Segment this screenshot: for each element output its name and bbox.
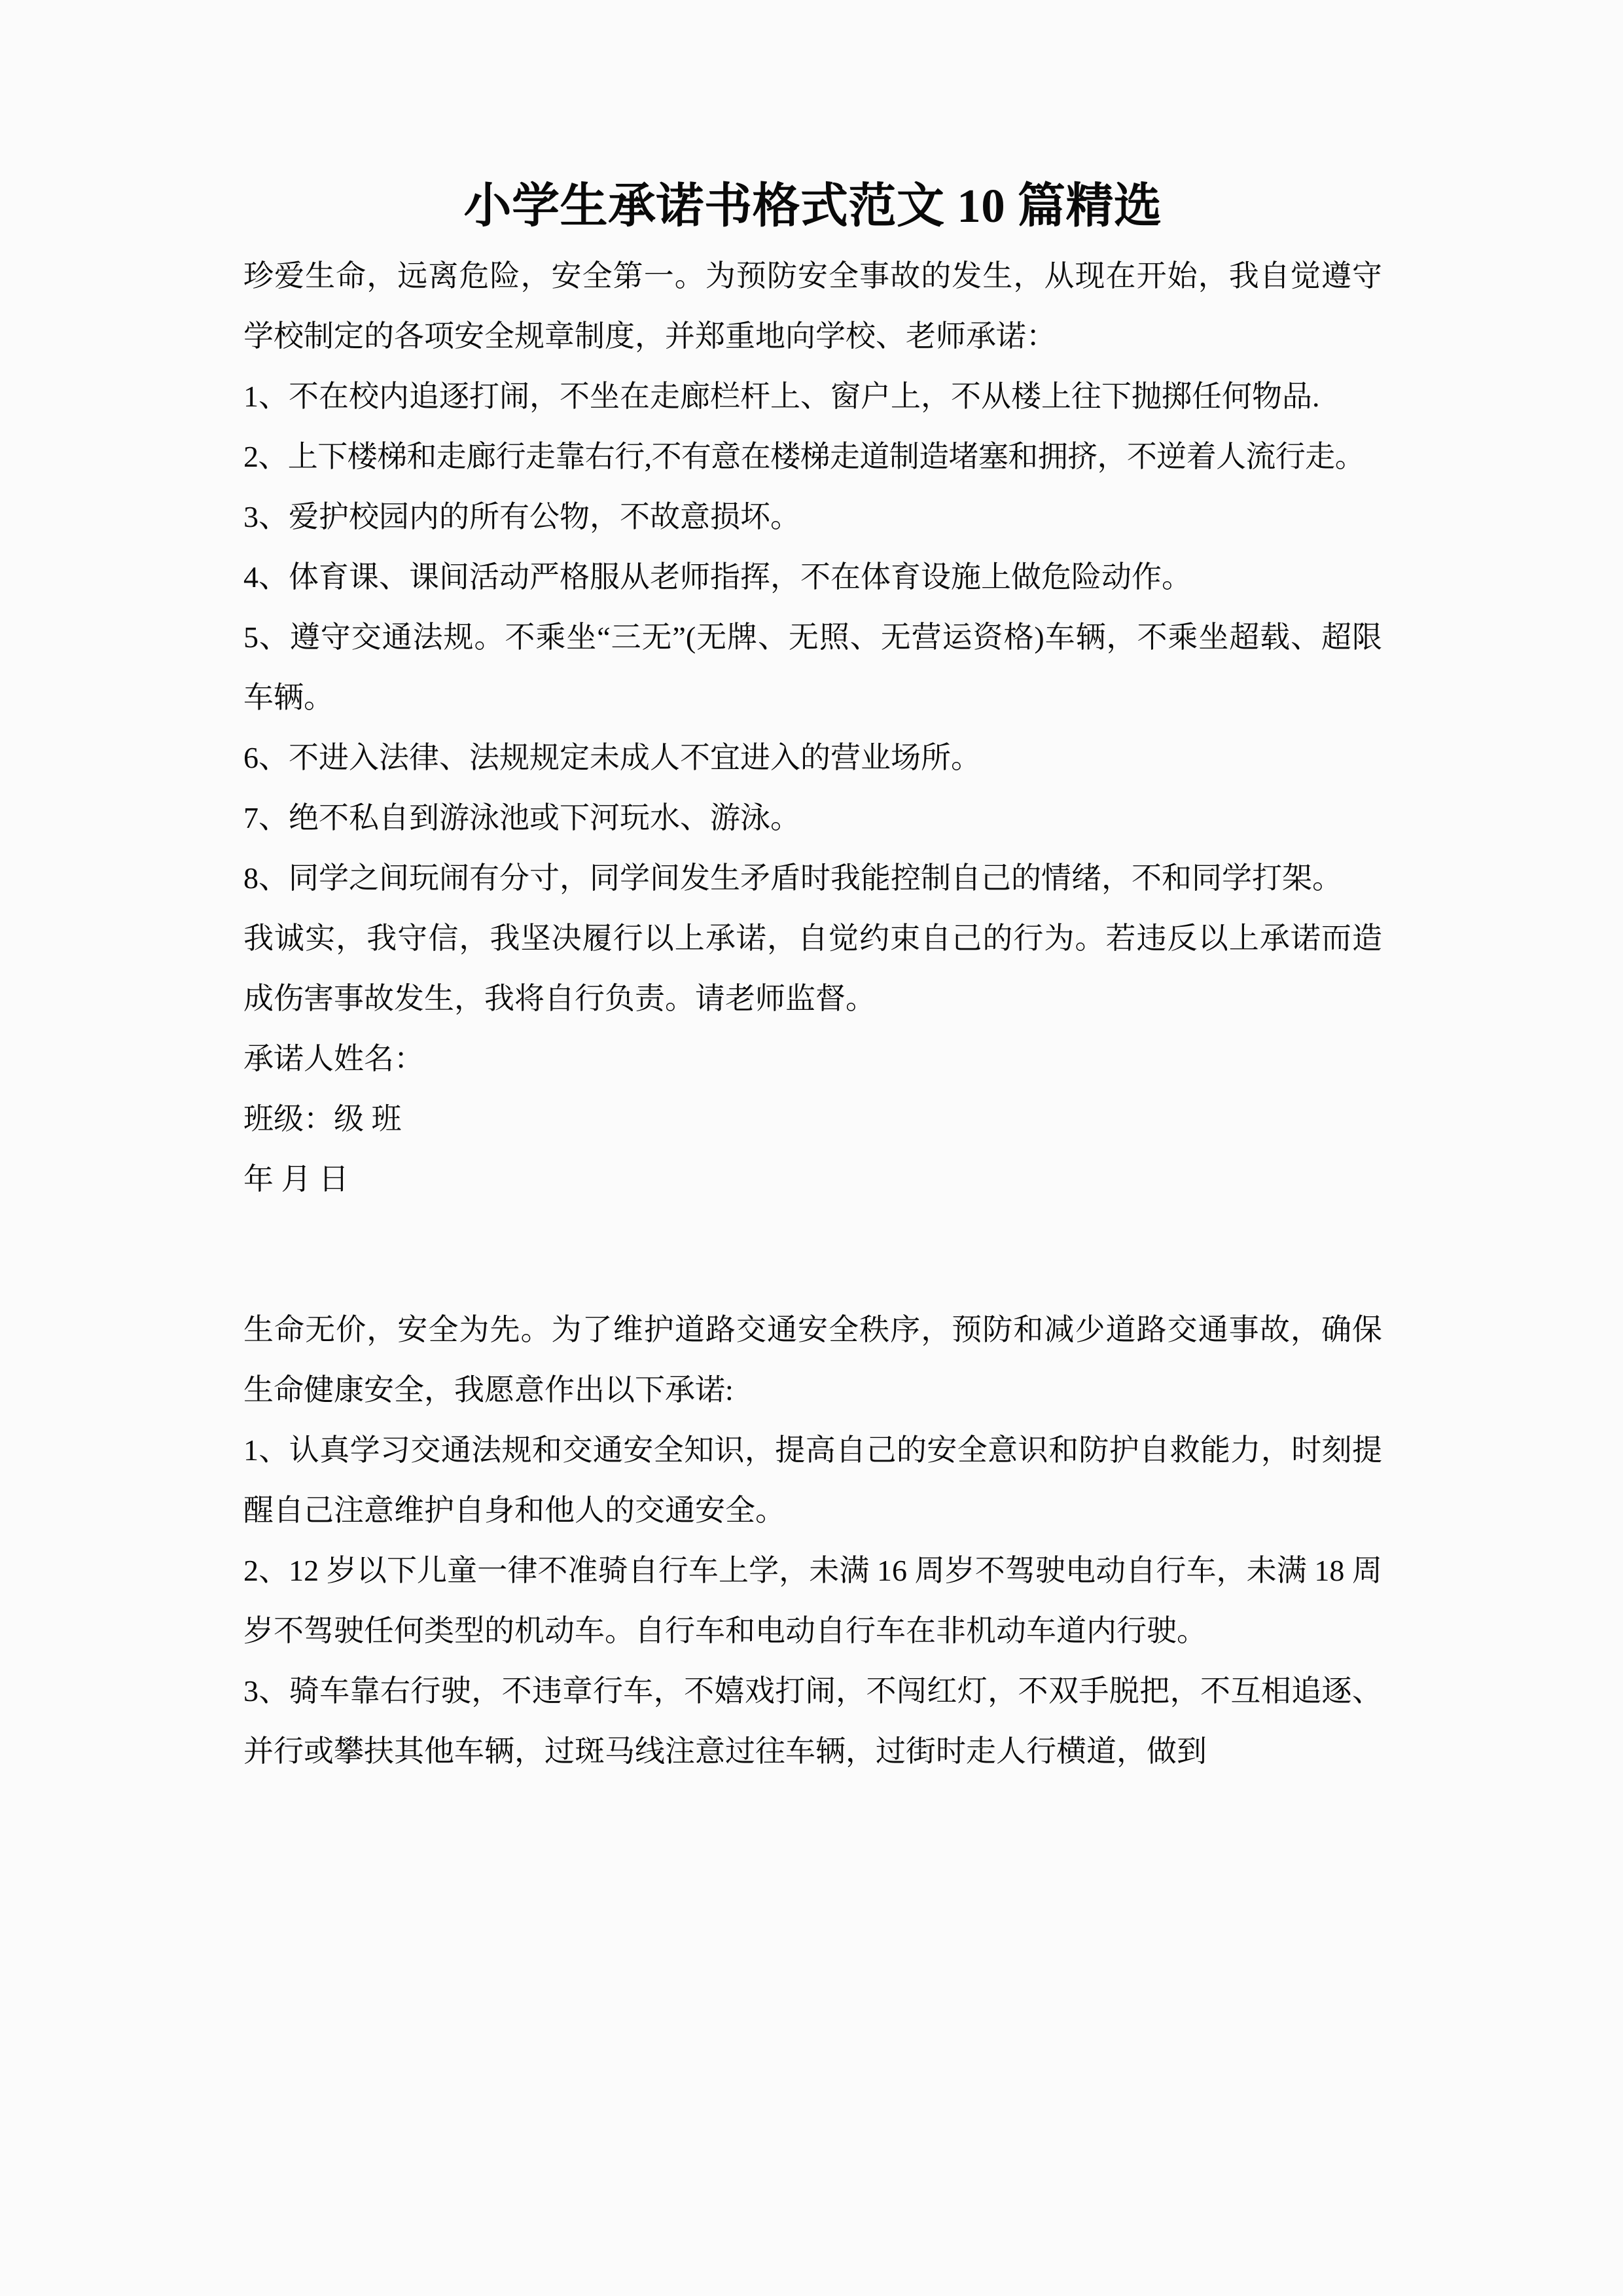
signature-class-label: 班级：级 班: [243, 1102, 402, 1136]
section1-item-6: 6、不进入法律、法规规定未成人不宜进入的营业场所。: [243, 741, 981, 775]
section2-item-3: 3、骑车靠右行驶，不违章行车，不嬉戏打闹，不闯红灯，不双手脱把，不互相追逐、并行或攀扶其他车辆，过斑马线注意过往车辆，过街时走人行横道，做到: [243, 1674, 1382, 1768]
page-title: 小学生承诺书格式范文 10 篇精选: [463, 179, 1162, 232]
signature-date-label: 年 月 日: [243, 1162, 349, 1196]
section-divider-space: [243, 1210, 1382, 1270]
section1-item-2: 2、上下楼梯和走廊行走靠右行,不有意在楼梯走道制造堵塞和拥挤，不逆着人流行走。: [243, 440, 1365, 474]
section1-item-1: 1、不在校内追逐打闹，不坐在走廊栏杆上、窗户上，不从楼上往下抛掷任何物品.: [243, 380, 1320, 414]
document-body: [243, 178, 1382, 1782]
section2-item-1: 1、认真学习交通法规和交通安全知识，提高自己的安全意识和防护自救能力，时刻提醒自己注意维护自身和他人的交通安全。: [243, 1433, 1382, 1528]
section1-item-8: 8、同学之间玩闹有分寸，同学间发生矛盾时我能控制自己的情绪，不和同学打架。: [243, 861, 1342, 895]
section1-item-7: 7、绝不私自到游泳池或下河玩水、游泳。: [243, 801, 800, 835]
section1-item-3: 3、爱护校园内的所有公物，不故意损坏。: [243, 500, 800, 534]
section1-closing-paragraph: 我诚实，我守信，我坚决履行以上承诺，自觉约束自己的行为。若违反以上承诺而造成伤害事故发生，我将自行负责。请老师监督。: [243, 922, 1382, 1016]
signature-name-label: 承诺人姓名：: [243, 1042, 424, 1076]
section2-item-2: 2、12 岁以下儿童一律不准骑自行车上学，未满 16 周岁不驾驶电动自行车，未满 18 周岁不驾驶任何类型的机动车。自行车和电动自行车在非机动车道内行驶。: [243, 1554, 1382, 1648]
section-divider-space-2: [243, 1270, 1382, 1300]
section1-intro-paragraph: 珍爱生命，远离危险，安全第一。为预防安全事故的发生，从现在开始，我自觉遵守学校制定的各项安全规章制度，并郑重地向学校、老师承诺：: [243, 259, 1382, 353]
section2-intro-paragraph: 生命无价，安全为先。为了维护道路交通安全秩序，预防和减少道路交通事故，确保生命健康安全，我愿意作出以下承诺:: [243, 1313, 1382, 1407]
section1-item-5: 5、遵守交通法规。不乘坐“三无”(无牌、无照、无营运资格)车辆，不乘坐超载、超限车辆。: [243, 620, 1382, 715]
section1-item-4: 4、体育课、课间活动严格服从老师指挥，不在体育设施上做危险动作。: [243, 560, 1192, 594]
